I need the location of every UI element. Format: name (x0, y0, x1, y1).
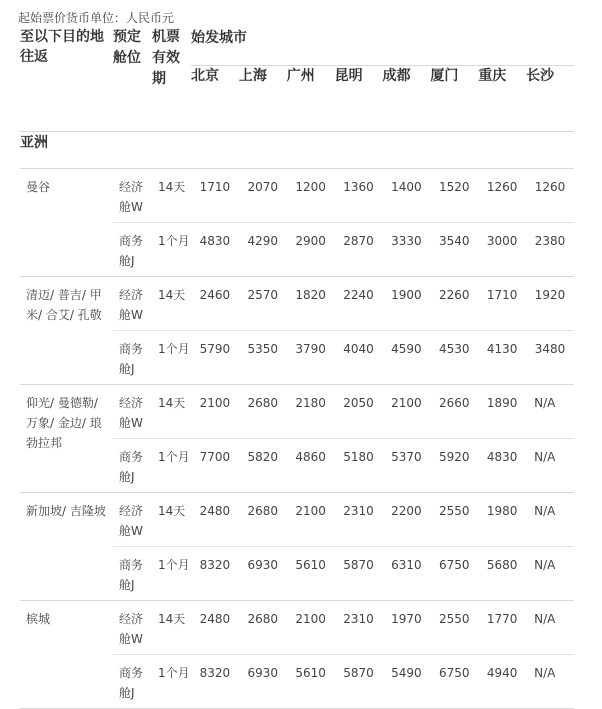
fare-price: 5490 (383, 655, 431, 709)
fare-price: 4940 (478, 655, 526, 709)
fare-price: 1520 (430, 169, 478, 223)
fare-price: 2660 (430, 385, 478, 439)
ticket-validity: 1个月 (152, 439, 191, 493)
cabin-class: 经济舱W (113, 277, 152, 331)
fare-price: 2480 (191, 493, 239, 547)
fare-price: 1890 (478, 385, 526, 439)
fare-price: 5680 (478, 547, 526, 601)
fare-price: 2310 (335, 493, 383, 547)
fare-price: 5370 (383, 439, 431, 493)
ticket-validity: 1个月 (152, 655, 191, 709)
cabin-class: 经济舱W (113, 601, 152, 655)
fare-price: 1260 (526, 169, 574, 223)
fare-price: 3000 (478, 223, 526, 277)
fare-price: 2100 (287, 493, 335, 547)
destination-name: 曼谷 (20, 169, 113, 277)
fare-table-body (20, 132, 574, 709)
fare-price: 4830 (478, 439, 526, 493)
fare-price: 8320 (191, 547, 239, 601)
fare-price: 1360 (335, 169, 383, 223)
fare-price: 6750 (430, 547, 478, 601)
fare-price: 2380 (526, 223, 574, 277)
fare-price: N/A (526, 655, 574, 709)
fare-price: 2180 (287, 385, 335, 439)
cabin-class: 经济舱W (113, 169, 152, 223)
fare-price: 7700 (191, 439, 239, 493)
fare-price: 5610 (287, 655, 335, 709)
city-header: 成都 (383, 66, 431, 132)
fare-price: 6750 (430, 655, 478, 709)
cabin-class: 经济舱W (113, 493, 152, 547)
fare-row (20, 169, 574, 223)
fare-price: 2460 (191, 277, 239, 331)
fare-price: 5820 (239, 439, 287, 493)
fare-price: 3540 (430, 223, 478, 277)
fare-price: 2680 (239, 493, 287, 547)
fare-price: 4290 (239, 223, 287, 277)
fare-price: 6930 (239, 547, 287, 601)
fare-price: 6930 (239, 655, 287, 709)
ticket-validity: 14天 (152, 169, 191, 223)
destination-name: 槟城 (20, 601, 113, 709)
ticket-validity: 14天 (152, 277, 191, 331)
fare-price: N/A (526, 547, 574, 601)
fare-price: 1980 (478, 493, 526, 547)
fare-price: 5350 (239, 331, 287, 385)
fare-price: 2100 (383, 385, 431, 439)
fare-price: 3330 (383, 223, 431, 277)
currency-caption: 起始票价货币单位：人民币元 (18, 11, 175, 25)
fare-price: 2260 (430, 277, 478, 331)
city-header: 广州 (287, 66, 335, 132)
fare-price: 1770 (478, 601, 526, 655)
ticket-validity: 1个月 (152, 331, 191, 385)
ticket-validity: 1个月 (152, 223, 191, 277)
destination-name: 新加坡/ 吉隆坡 (20, 493, 113, 601)
fare-price: 2100 (191, 385, 239, 439)
fare-price: 1920 (526, 277, 574, 331)
origin-city-group-header: 始发城市 (191, 27, 574, 66)
ticket-validity: 14天 (152, 493, 191, 547)
fare-price: 3480 (526, 331, 574, 385)
destination-name: 仰光/ 曼德勒/ 万象/ 金边/ 琅勃拉邦 (20, 385, 113, 493)
fare-price: 2870 (335, 223, 383, 277)
region-header: 亚洲 (20, 132, 574, 169)
fare-price: 5790 (191, 331, 239, 385)
city-header: 上海 (239, 66, 287, 132)
fare-price: 5870 (335, 655, 383, 709)
fare-price: 4860 (287, 439, 335, 493)
fare-price: 4130 (478, 331, 526, 385)
cabin-header: 预定舱位 (113, 27, 152, 132)
fare-price: 5920 (430, 439, 478, 493)
fare-row (20, 493, 574, 547)
fare-table (20, 27, 574, 709)
ticket-validity: 14天 (152, 601, 191, 655)
fare-price: 8320 (191, 655, 239, 709)
fare-price: 4040 (335, 331, 383, 385)
fare-price: 1970 (383, 601, 431, 655)
fare-price: 2680 (239, 385, 287, 439)
fare-price: 2550 (430, 601, 478, 655)
fare-price: 2480 (191, 601, 239, 655)
fare-price: 1820 (287, 277, 335, 331)
city-header: 长沙 (526, 66, 574, 132)
fare-price: 1710 (191, 169, 239, 223)
fare-price: 5870 (335, 547, 383, 601)
fare-price: 4590 (383, 331, 431, 385)
city-header: 昆明 (335, 66, 383, 132)
fare-price: 2050 (335, 385, 383, 439)
fare-price: 1260 (478, 169, 526, 223)
cabin-class: 商务舱J (113, 547, 152, 601)
fare-price: 4830 (191, 223, 239, 277)
ticket-validity: 14天 (152, 385, 191, 439)
ticket-validity: 1个月 (152, 547, 191, 601)
fare-row (20, 601, 574, 655)
fare-price: 4530 (430, 331, 478, 385)
fare-price: 2550 (430, 493, 478, 547)
city-header: 厦门 (430, 66, 478, 132)
city-header: 重庆 (478, 66, 526, 132)
fare-price: 5180 (335, 439, 383, 493)
cabin-class: 经济舱W (113, 385, 152, 439)
fare-price: 2680 (239, 601, 287, 655)
destination-header: 至以下目的地往返 (20, 27, 113, 132)
fare-price: 1900 (383, 277, 431, 331)
validity-header: 机票有效期 (152, 27, 191, 132)
fare-price: 1710 (478, 277, 526, 331)
fare-row (20, 385, 574, 439)
fare-price: 2900 (287, 223, 335, 277)
fare-price: N/A (526, 601, 574, 655)
fare-price: 2070 (239, 169, 287, 223)
fare-price: N/A (526, 493, 574, 547)
fare-price: 2100 (287, 601, 335, 655)
fare-row (20, 277, 574, 331)
fare-price: 2200 (383, 493, 431, 547)
fare-price: 1200 (287, 169, 335, 223)
fare-price: 2570 (239, 277, 287, 331)
fare-price: 3790 (287, 331, 335, 385)
fare-price: 1400 (383, 169, 431, 223)
fare-table-header (20, 27, 574, 132)
fare-price: 2240 (335, 277, 383, 331)
fare-price: 5610 (287, 547, 335, 601)
cabin-class: 商务舱J (113, 331, 152, 385)
city-header: 北京 (191, 66, 239, 132)
cabin-class: 商务舱J (113, 223, 152, 277)
destination-name: 清迈/ 普吉/ 甲米/ 合艾/ 孔敬 (20, 277, 113, 385)
cabin-class: 商务舱J (113, 655, 152, 709)
fare-price: 2310 (335, 601, 383, 655)
fare-price: N/A (526, 385, 574, 439)
cabin-class: 商务舱J (113, 439, 152, 493)
fare-price: 6310 (383, 547, 431, 601)
fare-price: N/A (526, 439, 574, 493)
